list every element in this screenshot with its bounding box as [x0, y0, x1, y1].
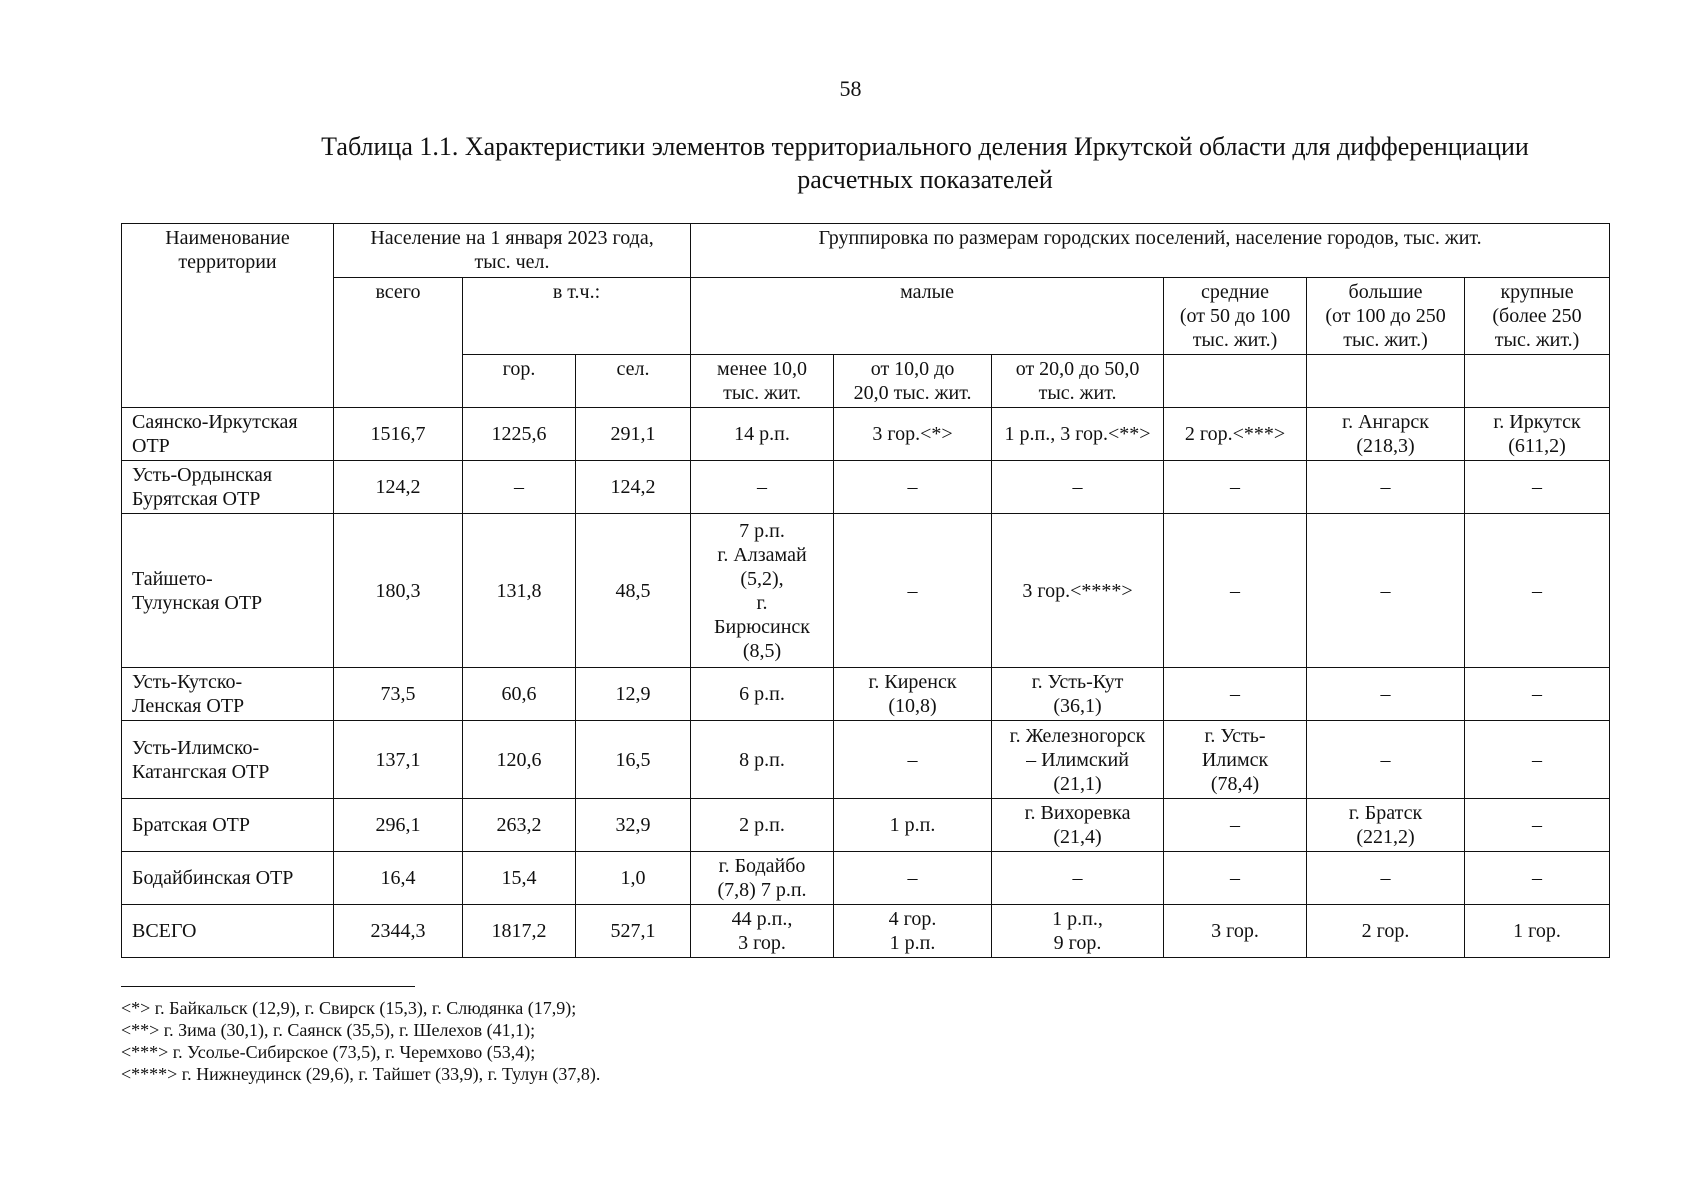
cell-small-20-50: г. Вихоревка (21,4) — [992, 799, 1164, 852]
cell-population-rural: 32,9 — [576, 799, 691, 852]
cell-large: – — [1307, 852, 1465, 905]
cell-small-10-20: 3 гор.<*> — [834, 408, 992, 461]
cell-population-urban: 1817,2 — [463, 905, 576, 958]
cell-small-lt10: 7 р.п. г. Алзамай (5,2), г. Бирюсинск (8,5) — [691, 514, 834, 668]
cell-medium: – — [1164, 668, 1307, 721]
cell-population-urban: 263,2 — [463, 799, 576, 852]
cell-small-10-20: – — [834, 461, 992, 514]
cell-small-20-50: 3 гор.<****> — [992, 514, 1164, 668]
header-grouping: Группировка по размерам городских поселений, население городов, тыс. жит. — [691, 224, 1610, 278]
table-row — [122, 461, 1610, 514]
cell-small-10-20: – — [834, 852, 992, 905]
footnote-1: <*> г. Байкальск (12,9), г. Свирск (15,3), г. Слюдянка (17,9); — [121, 998, 577, 1018]
cell-territory-name: Усть-Кутско- Ленская ОТР — [122, 668, 334, 721]
cell-small-lt10: 14 р.п. — [691, 408, 834, 461]
cell-population-urban: – — [463, 461, 576, 514]
header-rural: сел. — [576, 355, 691, 408]
cell-small-lt10: – — [691, 461, 834, 514]
header-total: всего — [334, 278, 463, 408]
table-row — [122, 514, 1610, 668]
cell-population-urban: 120,6 — [463, 721, 576, 799]
cell-major: г. Иркутск (611,2) — [1465, 408, 1610, 461]
header-small-20-50: от 20,0 до 50,0 тыс. жит. — [992, 355, 1164, 408]
table-title — [120, 130, 1701, 196]
cell-population-rural: 12,9 — [576, 668, 691, 721]
table-row — [122, 852, 1610, 905]
cell-large: – — [1307, 514, 1465, 668]
cell-small-10-20: 1 р.п. — [834, 799, 992, 852]
table-row — [122, 408, 1610, 461]
cell-small-lt10: г. Бодайбо (7,8) 7 р.п. — [691, 852, 834, 905]
cell-small-lt10: 8 р.п. — [691, 721, 834, 799]
cell-major: 1 гор. — [1465, 905, 1610, 958]
header-small-lt10: менее 10,0 тыс. жит. — [691, 355, 834, 408]
cell-population-urban: 1225,6 — [463, 408, 576, 461]
header-major: крупные (более 250 тыс. жит.) — [1465, 278, 1610, 355]
cell-small-10-20: 4 гор. 1 р.п. — [834, 905, 992, 958]
cell-small-20-50: г. Усть-Кут (36,1) — [992, 668, 1164, 721]
cell-population-rural: 16,5 — [576, 721, 691, 799]
header-population: Население на 1 января 2023 года, тыс. чел. — [334, 224, 691, 278]
cell-territory-name: Усть-Ордынская Бурятская ОТР — [122, 461, 334, 514]
cell-medium: – — [1164, 799, 1307, 852]
cell-territory-name: Саянско-Иркутская ОТР — [122, 408, 334, 461]
cell-large: г. Братск (221,2) — [1307, 799, 1465, 852]
header-large: большие (от 100 до 250 тыс. жит.) — [1307, 278, 1465, 355]
footnote-2: <**> г. Зима (30,1), г. Саянск (35,5), г. Шелехов (41,1); — [121, 1020, 536, 1040]
cell-large: – — [1307, 461, 1465, 514]
cell-population-rural: 48,5 — [576, 514, 691, 668]
header-medium-empty — [1164, 355, 1307, 408]
cell-population-rural: 124,2 — [576, 461, 691, 514]
cell-medium: – — [1164, 461, 1307, 514]
header-including: в т.ч.: — [463, 278, 691, 355]
cell-small-10-20: – — [834, 721, 992, 799]
cell-medium: – — [1164, 514, 1307, 668]
cell-population-total: 124,2 — [334, 461, 463, 514]
cell-major: – — [1465, 461, 1610, 514]
cell-small-10-20: г. Киренск (10,8) — [834, 668, 992, 721]
cell-population-rural: 1,0 — [576, 852, 691, 905]
cell-small-20-50: – — [992, 461, 1164, 514]
cell-large: г. Ангарск (218,3) — [1307, 408, 1465, 461]
table-title-line-1: Таблица 1.1. Характеристики элементов территориального деления Иркутской области для дифференциации — [321, 132, 1529, 161]
cell-territory-name: Усть-Илимско- Катангская ОТР — [122, 721, 334, 799]
table-title-line-2: расчетных показателей — [797, 165, 1053, 194]
footnote-4: <****> г. Нижнеудинск (29,6), г. Тайшет (33,9), г. Тулун (37,8). — [121, 1064, 601, 1084]
cell-major: – — [1465, 799, 1610, 852]
cell-large: – — [1307, 668, 1465, 721]
cell-population-urban: 131,8 — [463, 514, 576, 668]
header-small: малые — [691, 278, 1164, 355]
cell-large: 2 гор. — [1307, 905, 1465, 958]
cell-population-total: 2344,3 — [334, 905, 463, 958]
cell-small-lt10: 44 р.п., 3 гор. — [691, 905, 834, 958]
cell-medium: 2 гор.<***> — [1164, 408, 1307, 461]
cell-population-rural: 527,1 — [576, 905, 691, 958]
cell-population-urban: 15,4 — [463, 852, 576, 905]
header-territory-name: Наименование территории — [122, 224, 334, 408]
header-medium: средние (от 50 до 100 тыс. жит.) — [1164, 278, 1307, 355]
cell-small-20-50: 1 р.п., 3 гор.<**> — [992, 408, 1164, 461]
header-major-empty — [1465, 355, 1610, 408]
table-row — [122, 799, 1610, 852]
cell-small-10-20: – — [834, 514, 992, 668]
cell-small-20-50: г. Железногорск – Илимский (21,1) — [992, 721, 1164, 799]
cell-territory-name: Бодайбинская ОТР — [122, 852, 334, 905]
cell-medium: – — [1164, 852, 1307, 905]
page-number: 58 — [839, 76, 862, 101]
cell-population-total: 1516,7 — [334, 408, 463, 461]
cell-small-20-50: 1 р.п., 9 гор. — [992, 905, 1164, 958]
footnote-divider — [121, 986, 415, 987]
cell-territory-name: ВСЕГО — [122, 905, 334, 958]
cell-medium: 3 гор. — [1164, 905, 1307, 958]
cell-population-total: 137,1 — [334, 721, 463, 799]
cell-population-total: 296,1 — [334, 799, 463, 852]
table-row — [122, 668, 1610, 721]
footnote-3: <***> г. Усолье-Сибирское (73,5), г. Черемхово (53,4); — [121, 1042, 536, 1062]
header-urban: гор. — [463, 355, 576, 408]
cell-medium: г. Усть- Илимск (78,4) — [1164, 721, 1307, 799]
cell-major: – — [1465, 852, 1610, 905]
table-row — [122, 721, 1610, 799]
cell-population-total: 16,4 — [334, 852, 463, 905]
cell-large: – — [1307, 721, 1465, 799]
table-row — [122, 905, 1610, 958]
header-large-empty — [1307, 355, 1465, 408]
cell-small-lt10: 6 р.п. — [691, 668, 834, 721]
cell-population-total: 73,5 — [334, 668, 463, 721]
cell-population-rural: 291,1 — [576, 408, 691, 461]
cell-major: – — [1465, 721, 1610, 799]
cell-small-20-50: – — [992, 852, 1164, 905]
cell-major: – — [1465, 668, 1610, 721]
cell-territory-name: Братская ОТР — [122, 799, 334, 852]
cell-population-total: 180,3 — [334, 514, 463, 668]
cell-major: – — [1465, 514, 1610, 668]
cell-territory-name: Тайшето- Тулунская ОТР — [122, 514, 334, 668]
territory-table — [121, 223, 1610, 958]
cell-population-urban: 60,6 — [463, 668, 576, 721]
header-small-10-20: от 10,0 до 20,0 тыс. жит. — [834, 355, 992, 408]
table-body — [122, 408, 1610, 958]
footnotes — [121, 997, 600, 1085]
cell-small-lt10: 2 р.п. — [691, 799, 834, 852]
